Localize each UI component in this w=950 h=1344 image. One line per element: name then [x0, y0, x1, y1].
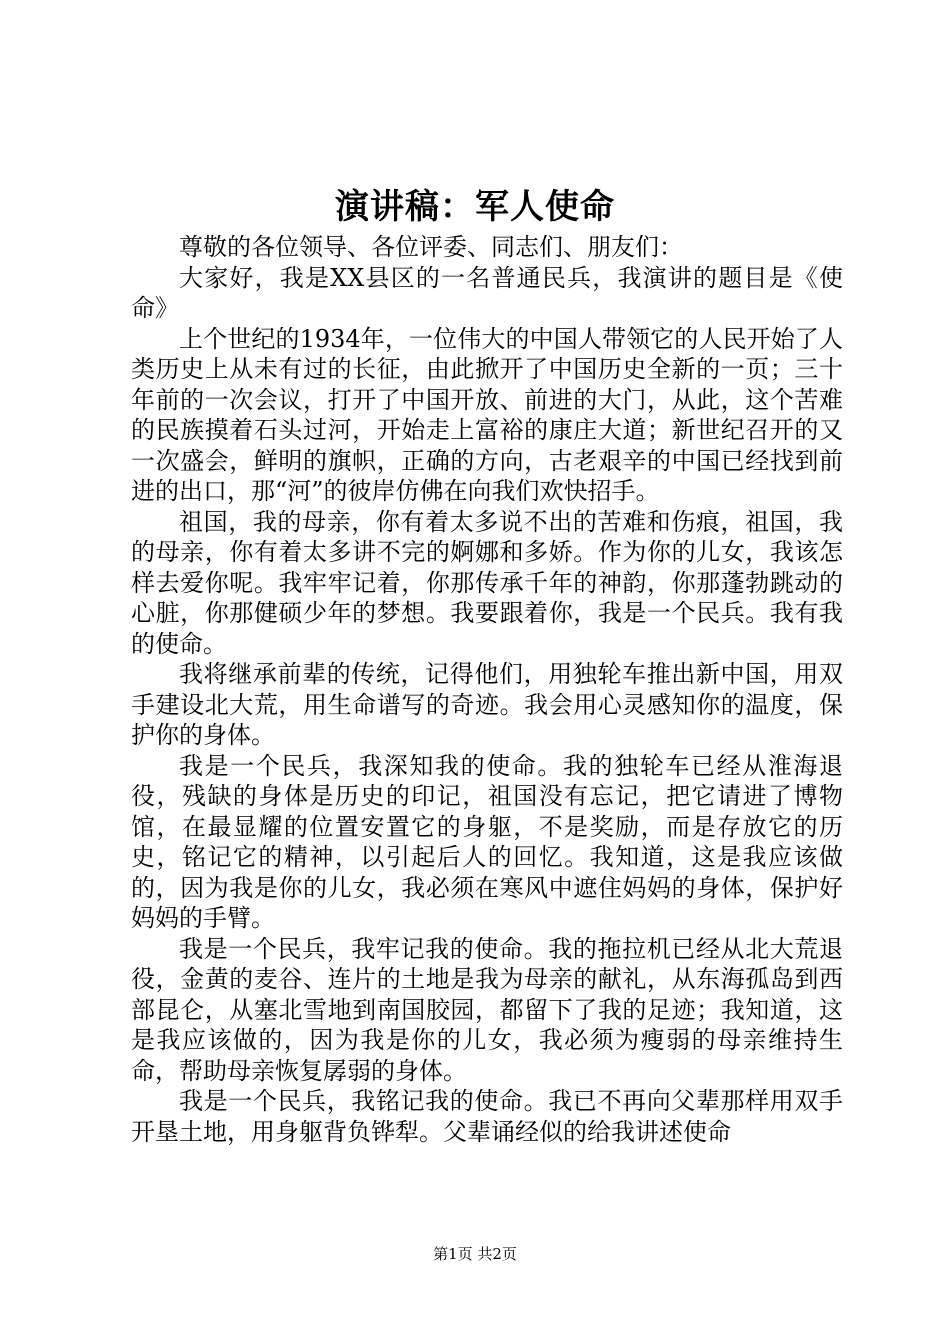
body-paragraph: 我是一个民兵，我深知我的使命。我的独轮车已经从淮海退役，残缺的身体是历史的印记，祖国没有忘记，把它请进了博物馆，在最显耀的位置安置它的身躯，不是奖励，而是存放它的历史，铭记它的精神，以引起后人的回忆。我知道，这是我应该做的，因为我是你的儿女，我必须在寒风中遮住妈妈的身体，保护好妈妈的手臂。 [131, 751, 843, 932]
body-paragraph: 我是一个民兵，我铭记我的使命。我已不再向父辈那样用双手开垦土地，用身躯背负铧犁。父辈诵经似的给我讲述使命 [131, 1087, 843, 1146]
body-paragraph: 大家好，我是XX县区的一名普通民兵，我演讲的题目是《使命》 [131, 263, 843, 322]
salutation-paragraph: 尊敬的各位领导、各位评委、同志们、朋友们： [179, 233, 683, 261]
body-paragraph: 我是一个民兵，我牢记我的使命。我的拖拉机已经从北大荒退役，金黄的麦谷、连片的土地是我为母亲的献礼，从东海孤岛到西部昆仑，从塞北雪地到南国胶园，都留下了我的足迹；我知道，这是我应该做的，因为我是你的儿女，我必须为瘦弱的母亲维持生命，帮助母亲恢复孱弱的身体。 [131, 934, 843, 1085]
body-paragraph: 我将继承前辈的传统，记得他们，用独轮车推出新中国，用双手建设北大荒，用生命谱写的奇迹。我会用心灵感知你的温度，保护你的身体。 [131, 660, 843, 749]
body-paragraph: 上个世纪的1934年，一位伟大的中国人带领它的人民开始了人类历史上从未有过的长征，由此掀开了中国历史全新的一页；三十年前的一次会议，打开了中国开放、前进的大门，从此，这个苦难的民族摸着石头过河，开始走上富裕的康庄大道；新世纪召开的又一次盛会，鲜明的旗帜，正确的方向，古老艰辛的中国已经找到前进的出口，那“河”的彼岸仿佛在向我们欢快招手。 [131, 324, 843, 505]
body-paragraph: 祖国，我的母亲，你有着太多说不出的苦难和伤痕，祖国，我的母亲，你有着太多讲不完的婀娜和多娇。作为你的儿女，我该怎样去爱你呢。我牢牢记着，你那传承千年的神韵，你那蓬勃跳动的心脏，你那健硕少年的梦想。我要跟着你，我是一个民兵。我有我的使命。 [131, 507, 843, 658]
document-body [131, 232, 843, 1147]
document-title: 演讲稿：军人使命 [335, 187, 615, 227]
page-number-footer: 第1页 共2页 [433, 1245, 517, 1263]
